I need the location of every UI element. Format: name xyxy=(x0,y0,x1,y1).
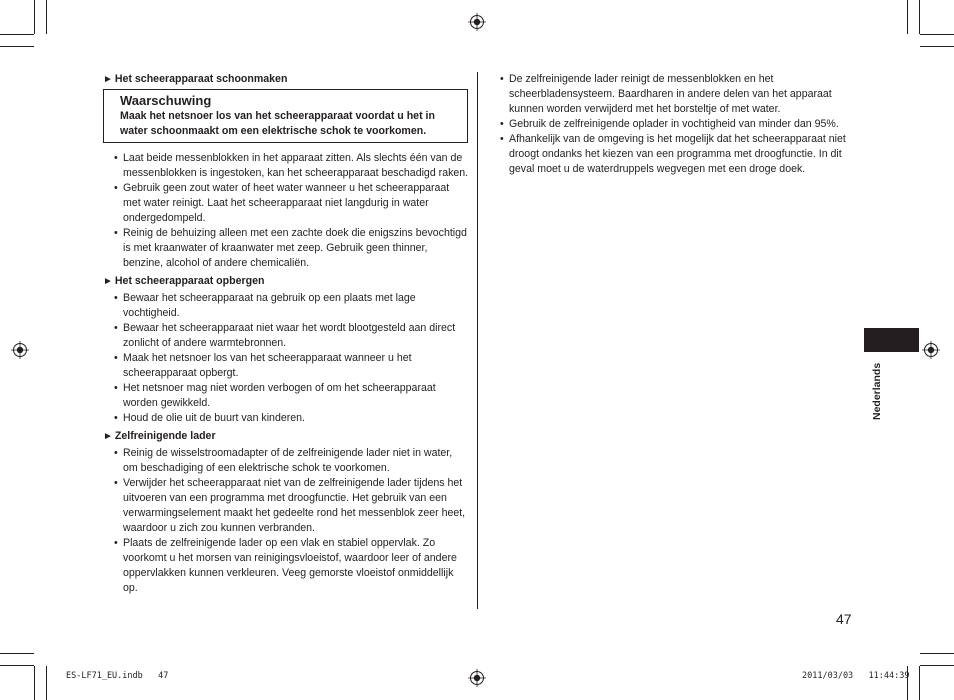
column-divider xyxy=(477,72,478,609)
warning-title: Waarschuwing xyxy=(120,93,212,108)
crop-mark-icon xyxy=(907,0,908,34)
crop-mark-icon xyxy=(46,0,47,34)
crop-mark-icon xyxy=(34,0,35,34)
list-item: • Gebruik de zelfreinigende oplader in vochtigheid van minder dan 95%. xyxy=(500,117,858,132)
section-heading-label: Zelfreinigende lader xyxy=(114,430,216,442)
crop-mark-icon xyxy=(920,653,954,654)
list-item: • Maak het netsnoer los van het scheerapparaat wanneer u het scheerapparaat opbergt. xyxy=(114,351,469,381)
list-item: • Plaats de zelfreinigende lader op een vlak en stabiel oppervlak. Zo voorkomt u het morsen van reinigingsvloeistof, waardoor leer of andere oppervlakken kunnen verkleuren. Veeg gemorste vloeistof onmiddellijk op. xyxy=(114,536,469,596)
crop-mark-icon xyxy=(0,46,34,47)
right-column xyxy=(500,72,858,180)
cleaning-list xyxy=(103,151,469,271)
list-item: • Afhankelijk van de omgeving is het mogelijk dat het scheerapparaat niet droogt ondanks het kiezen van een programma met droogfunctie. In dit geval moet u de waterdruppels wegvegen met een droge doek. xyxy=(500,132,858,177)
registration-mark-icon xyxy=(922,341,940,359)
right-list xyxy=(500,72,858,177)
left-column xyxy=(103,72,469,599)
arrow-right-icon: ► xyxy=(103,74,113,85)
crop-mark-icon xyxy=(0,665,34,666)
list-item: • Reinig de wisselstroomadapter of de zelfreinigende lader niet in water, om beschadiging of een elektrische schok te voorkomen. xyxy=(114,446,469,476)
storage-list xyxy=(103,291,469,426)
section-heading-label: Het scheerapparaat opbergen xyxy=(114,275,265,287)
footer-file: ES-LF71_EU.indb 47 xyxy=(66,671,169,681)
crop-mark-icon xyxy=(0,34,34,35)
list-item: • Verwijder het scheerapparaat niet van de zelfreinigende lader tijdens het uitvoeren van een programma met droogfunctie. Het gebruik van een verwarmingselement maakt het gedeelte rond het messenblok zeer heet, waardoor u zich zou kunnen verbranden. xyxy=(114,476,469,536)
list-item: • Het netsnoer mag niet worden verbogen of om het scheerapparaat worden gewikkeld. xyxy=(114,381,469,411)
crop-mark-icon xyxy=(46,666,47,700)
list-item: • Reinig de behuizing alleen met een zachte doek die enigszins bevochtigd is met kraanwater of kraanwater met zeep. Gebruik geen thinner, benzine, alcohol of andere chemicaliën. xyxy=(114,226,469,271)
language-label: Nederlands xyxy=(871,362,883,420)
registration-mark-icon xyxy=(468,13,486,31)
section-heading-storage xyxy=(103,274,469,289)
list-item: • De zelfreinigende lader reinigt de messenblokken en het scheerbladensysteem. Baardharen in andere delen van het apparaat kunnen worden verwijderd met het borsteltje of met water. xyxy=(500,72,858,117)
list-item: • Bewaar het scheerapparaat na gebruik op een plaats met lage vochtigheid. xyxy=(114,291,469,321)
list-item: • Laat beide messenblokken in het apparaat zitten. Als slechts één van de messenblokken is ingestoken, kan het scheerapparaat beschadigd raken. xyxy=(114,151,469,181)
crop-mark-icon xyxy=(0,653,34,654)
footer-timestamp: 2011/03/03 11:44:39 xyxy=(802,671,910,681)
section-heading-cleaning xyxy=(103,72,469,87)
registration-mark-icon xyxy=(468,669,486,687)
charger-list xyxy=(103,446,469,596)
warning-box xyxy=(103,89,468,143)
crop-mark-icon xyxy=(920,34,954,35)
arrow-right-icon: ► xyxy=(103,431,113,442)
crop-mark-icon xyxy=(34,666,35,700)
arrow-right-icon: ► xyxy=(103,276,113,287)
crop-mark-icon xyxy=(920,46,954,47)
list-item: • Houd de olie uit de buurt van kinderen. xyxy=(114,411,469,426)
section-heading-label: Het scheerapparaat schoonmaken xyxy=(114,73,288,85)
language-tab xyxy=(864,328,919,352)
crop-mark-icon xyxy=(919,666,920,700)
registration-mark-icon xyxy=(11,341,29,359)
warning-text: Maak het netsnoer los van het scheerapparaat voordat u het in water schoonmaakt om een elektrische schok te voorkomen. xyxy=(120,110,435,137)
list-item: • Gebruik geen zout water of heet water wanneer u het scheerapparaat met water reinigt. Laat het scheerapparaat niet langdurig in water ondergedompeld. xyxy=(114,181,469,226)
crop-mark-icon xyxy=(920,665,954,666)
list-item: • Bewaar het scheerapparaat niet waar het wordt blootgesteld aan direct zonlicht of andere warmtebronnen. xyxy=(114,321,469,351)
crop-mark-icon xyxy=(919,0,920,34)
page-number: 47 xyxy=(836,611,852,627)
section-heading-charger xyxy=(103,429,469,444)
